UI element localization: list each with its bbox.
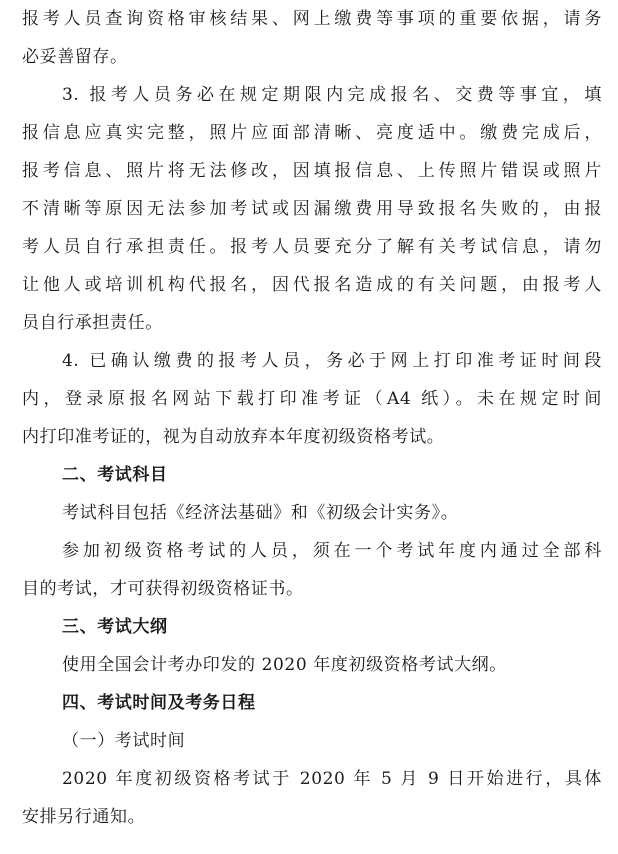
section-heading: 二、考试科目 bbox=[62, 465, 168, 485]
paragraph-line: 使用全国会计考办印发的 2020 年度初级资格考试大纲。 bbox=[62, 655, 507, 675]
paragraph-line: 考人员自行承担责任。报考人员要充分了解有关考试信息，请勿 bbox=[22, 237, 602, 257]
paragraph-line: 安排另行通知。 bbox=[22, 807, 146, 827]
paragraph-line: 报信息应真实完整，照片应面部清晰、亮度适中。缴费完成后， bbox=[22, 123, 602, 143]
section-heading: 四、考试时间及考务日程 bbox=[62, 693, 256, 713]
paragraph-line: 报考人员查询资格审核结果、网上缴费等事项的重要依据，请务 bbox=[22, 9, 602, 29]
paragraph-line: 参加初级资格考试的人员，须在一个考试年度内通过全部科 bbox=[62, 541, 602, 561]
paragraph-line: 内，登录原报名网站下载打印准考证（A4 纸）。未在规定时间 bbox=[22, 389, 602, 409]
paragraph-line: 报考信息、照片将无法修改，因填报信息、上传照片错误或照片 bbox=[22, 161, 602, 181]
paragraph-line: 考试科目包括《经济法基础》和《初级会计实务》。 bbox=[62, 503, 459, 523]
paragraph-line: 4. 已确认缴费的报考人员，务必于网上打印准考证时间段 bbox=[62, 351, 602, 371]
paragraph-line: 内打印准考证的，视为自动放弃本年度初级资格考试。 bbox=[22, 427, 445, 447]
paragraph-line: 2020 年度初级资格考试于 2020 年 5 月 9 日开始进行，具体 bbox=[62, 769, 602, 789]
paragraph-line: 不清晰等原因无法参加考试或因漏缴费用导致报名失败的，由报 bbox=[22, 199, 602, 219]
paragraph-line: 员自行承担责任。 bbox=[22, 313, 163, 333]
paragraph-line: 3. 报考人员务必在规定期限内完成报名、交费等事宜，填 bbox=[62, 85, 602, 105]
paragraph-line: 让他人或培训机构代报名，因代报名造成的有关问题，由报考人 bbox=[22, 275, 602, 295]
paragraph-line: 目的考试，才可获得初级资格证书。 bbox=[22, 579, 304, 599]
paragraph-line: 必妥善留存。 bbox=[22, 47, 128, 67]
section-heading: 三、考试大纲 bbox=[62, 617, 168, 637]
subsection-heading: （一）考试时间 bbox=[62, 731, 186, 751]
